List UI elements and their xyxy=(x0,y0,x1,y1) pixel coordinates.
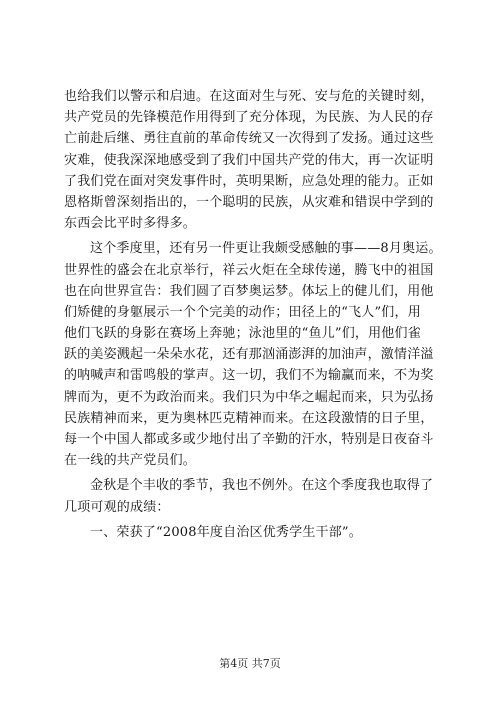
text-line: 每一个中国人都或多或少地付出了辛勤的汗水，特别是日夜奋斗 xyxy=(64,432,434,447)
text-line: 跃的美姿溅起一朵朵水花，还有那汹涌澎湃的加油声，激情洋溢 xyxy=(64,347,434,363)
text-line: 也给我们以警示和启迪。在这面对生与死、安与危的关键时刻， xyxy=(64,89,434,104)
paragraph-start-line: 这个季度里，还有另一件更让我颇受感触的事——8月奥运。 xyxy=(90,241,442,257)
text-line: 了我们党在面对突发事件时，英明果断，应急处理的能力。正如 xyxy=(64,173,434,189)
text-line: 亡前赴后继、勇往直前的革命传统又一次得到了发扬。通过这些 xyxy=(64,131,434,147)
text-line: 牌而为，更不为政治而来。我们只为中华之崛起而来，只为弘扬 xyxy=(64,389,434,405)
text-line: 共产党员的先锋模范作用得到了充分体现，为民族、为人民的存 xyxy=(64,110,434,126)
list-item-line: 一、荣获了“2008年度自治区优秀学生干部”。 xyxy=(90,524,362,540)
text-line: 灾难，使我深深地感受到了我们中国共产党的伟大，再一次证明 xyxy=(64,152,434,168)
text-line: 在一线的共产党员们。 xyxy=(64,453,197,469)
paragraph-start-line: 金秋是个丰收的季节，我也不例外。在这个季度我也取得了 xyxy=(90,478,434,494)
text-line: 也在向世界宣告：我们圆了百梦奥运梦。体坛上的健儿们，用他 xyxy=(64,283,434,299)
text-line: 们矫健的身躯展示一个个完美的动作；田径上的“飞人”们，用 xyxy=(64,304,421,320)
text-line: 他们飞跃的身影在赛场上奔驰；泳池里的“鱼儿”们，用他们雀 xyxy=(64,326,421,342)
text-line: 的呐喊声和雷鸣般的掌声。这一切，我们不为输赢而来，不为奖 xyxy=(64,368,434,384)
text-line: 东西会比平时多得多。 xyxy=(64,216,197,232)
text-line: 民族精神而来，更为奥林匹克精神而来。在这段激情的日子里， xyxy=(64,410,434,426)
document-body xyxy=(64,86,442,543)
text-line: 恩格斯曾深刻指出的，一个聪明的民族，从灾难和错误中学到的 xyxy=(64,194,434,210)
text-line: 几项可观的成绩： xyxy=(64,499,170,515)
text-line: 世界性的盛会在北京举行，祥云火炬在全球传递，腾飞中的祖国 xyxy=(64,262,434,278)
page-number-footer: 第4页 共7页 xyxy=(219,657,281,670)
